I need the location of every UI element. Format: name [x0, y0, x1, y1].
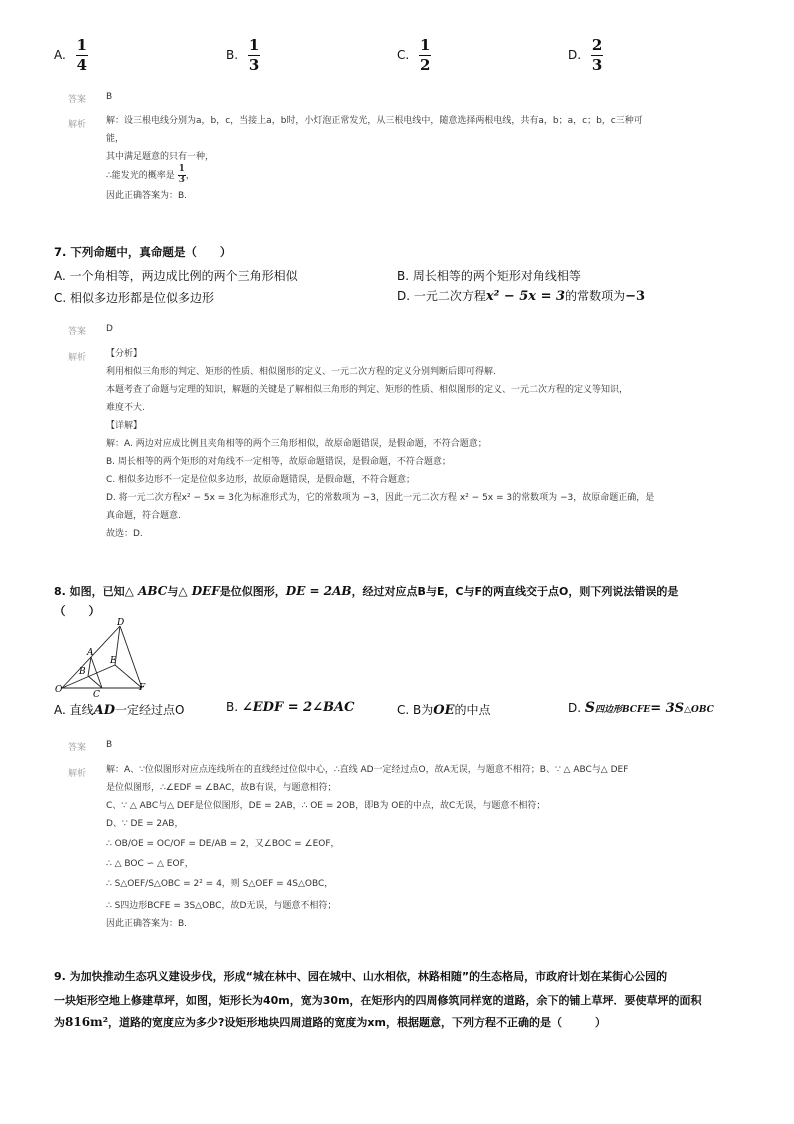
- q6-answer: B: [106, 92, 113, 102]
- q6-option-a: [54, 38, 88, 73]
- q9-line: 一块矩形空地上修建草坪，如图，矩形长为40m，宽为30m，在矩形内的四周修筑同样宽的道路，余下的铺上草坪．要使草坪的面积: [54, 994, 702, 1007]
- q8-figure: [52, 618, 152, 698]
- q6-solution-line: 能，: [106, 134, 125, 144]
- q7-solution-line: 难度不大.: [106, 403, 145, 413]
- q7-solution-line: 解：A. 两边对应成比例且夹角相等的两个三角形相似，故原命题错误，是假命题，不符合题意；: [106, 439, 487, 449]
- q8-answer: B: [106, 740, 113, 750]
- q7-option-c: C. 相似多边形都是位似多边形: [54, 291, 215, 305]
- q7-solution-line: 故选：D.: [106, 529, 143, 539]
- q7-solution-line: D. 将一元二次方程x² − 5x = 3化为标准形式为，它的常数项为 −3，因此一元二次方程 x² − 5x = 3的常数项为 −3，故原命题正确，是: [106, 493, 655, 503]
- q6-option-c: [397, 38, 431, 73]
- q6-option-b: [226, 38, 260, 73]
- q8-analysis-label: 解析: [68, 769, 87, 779]
- q7-answer: D: [106, 324, 113, 334]
- q7-solution-line: 真命题，符合题意.: [106, 511, 181, 521]
- option-letter: C.: [397, 48, 410, 62]
- q8-solution-line: 解：A、∵位似图形对应点连线所在的直线经过位似中心，∴直线 AD一定经过点O，故A无误，与题意不相符；B、∵ △ ABC与△ DEF: [106, 765, 629, 775]
- q8-option-b: B. ∠EDF = 2∠BAC: [226, 700, 355, 715]
- q8-solution-line: 是位似图形，∴∠EDF = ∠BAC，故B有误，与题意相符；: [106, 783, 337, 793]
- q8-solution-line: ∴ S△OEF/S△OBC = 2² = 4，则 S△OEF = 4S△OBC，: [106, 879, 334, 889]
- q6-solution-line: 因此正确答案为：B.: [106, 191, 188, 201]
- q8-solution-line: 因此正确答案为：B.: [106, 919, 188, 929]
- option-letter: D.: [568, 48, 582, 62]
- q7-option-d: D. 一元二次方程x² − 5x = 3的常数项为−3: [397, 289, 646, 304]
- q8-solution-line: C、∵ △ ABC与△ DEF是位似图形，DE = 2AB，∴ OE = 2OB，即B为 OE的中点，故C无误，与题意不相符；: [106, 801, 546, 811]
- q7-solution-line: 【详解】: [106, 421, 143, 431]
- q8-option-a: A. 直线AD一定经过点O: [54, 703, 185, 718]
- q7-option-a: A. 一个角相等，两边成比例的两个三角形相似: [54, 269, 298, 283]
- q8-solution-line: D、∵ DE = 2AB，: [106, 819, 184, 829]
- q8-solution-line: ∴ OB/OE = OC/OF = DE/AB = 2，又∠BOC = ∠EOF，: [106, 839, 340, 849]
- label-a: A: [87, 648, 94, 658]
- q6-option-d: [568, 38, 603, 73]
- q7-solution-line: 利用相似三角形的判定、矩形的性质、相似图形的定义、一元二次方程的定义分别判断后即可得解.: [106, 367, 496, 377]
- label-d: D: [117, 618, 125, 628]
- q8-solution-line: ∴ △ BOC ∽ △ EOF，: [106, 859, 194, 869]
- q7-answer-label: 答案: [68, 327, 87, 337]
- fraction: $\frac{1}{3}$: [248, 36, 260, 74]
- q8-stem: 8. 如图，已知△ ABC与△ DEF是位似图形，DE = 2AB，经过对应点B与E，C与F的两直线交于点O，则下列说法错误的是: [54, 584, 679, 598]
- q8-stem-paren: （ ）: [54, 604, 100, 618]
- q7-solution-line: C. 相似多边形不一定是位似多边形，故原命题错误，是假命题，不符合题意；: [106, 475, 416, 485]
- q6-solution-line: 其中满足题意的只有一种，: [106, 152, 215, 162]
- q6-solution-line: ∴能发光的概率是 $\frac{1}{3}$ ，: [106, 164, 195, 185]
- fraction: $\frac{2}{3}$: [591, 36, 603, 74]
- option-letter: A.: [54, 48, 66, 62]
- q7-option-b: B. 周长相等的两个矩形对角线相等: [397, 269, 581, 283]
- fraction: $\frac{1}{3}$: [178, 164, 185, 185]
- q8-solution-line: ∴ S四边形BCFE = 3S△OBC，故D无误，与题意不相符；: [106, 901, 337, 911]
- q9-line: 9. 为加快推动生态巩义建设步伐，形成“城在林中、园在城中、山水相依，林路相随”的生态格局，市政府计划在某街心公园的: [54, 970, 668, 983]
- q8-option-d: D. S四边形BCFE= 3S△OBC: [568, 700, 714, 716]
- q7-solution-line: 【分析】: [106, 349, 143, 359]
- q8-answer-label: 答案: [68, 743, 87, 753]
- q7-solution-line: 本题考查了命题与定理的知识，解题的关键是了解相似三角形的判定、矩形的性质、相似图形的定义、一元二次方程的定义等知识，: [106, 385, 629, 395]
- label-c: C: [93, 690, 100, 698]
- label-f: F: [139, 683, 146, 693]
- q7-solution-line: B. 周长相等的两个矩形的对角线不一定相等，故原命题错误，是假命题，不符合题意；: [106, 457, 451, 467]
- q7-analysis-label: 解析: [68, 353, 87, 363]
- q6-answer-label: 答案: [68, 95, 87, 105]
- option-letter: B.: [226, 48, 239, 62]
- label-b: B: [79, 667, 86, 677]
- q6-solution-line: 解：设三根电线分别为a，b，c，当接上a，b时，小灯泡正常发光，从三根电线中，随意选择两根电线，共有a，b；a，c；b，c三种可: [106, 116, 643, 126]
- q9-line: 为816m²，道路的宽度应为多少?设矩形地块四周道路的宽度为xm，根据题意，下列方程不正确的是（ ）: [54, 1015, 606, 1029]
- fraction: $\frac{1}{2}$: [420, 36, 431, 74]
- q6-analysis-label: 解析: [68, 120, 87, 130]
- q8-option-c: C. B为OE的中点: [397, 703, 491, 718]
- q7-stem: 7. 下列命题中，真命题是（ ）: [54, 245, 232, 259]
- label-o: O: [55, 685, 63, 695]
- fraction: $\frac{1}{4}$: [76, 36, 88, 74]
- label-e: E: [110, 656, 117, 666]
